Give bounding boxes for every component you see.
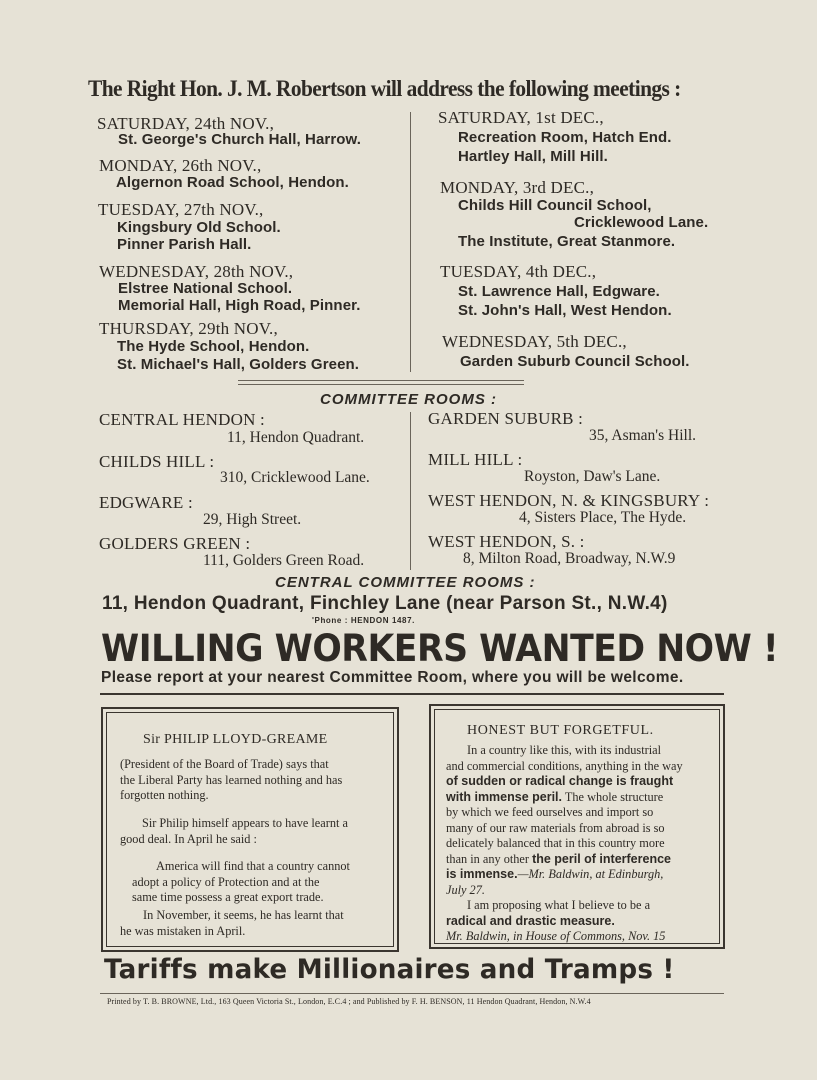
- meeting-venue: St. Lawrence Hall, Edgware.: [458, 283, 660, 300]
- phone-number: 'Phone : HENDON 1487.: [312, 616, 415, 625]
- committee-address: Royston, Daw's Lane.: [524, 468, 661, 485]
- meeting-venue: The Hyde School, Hendon.: [117, 338, 310, 355]
- divider-rule: [100, 693, 724, 695]
- box-line: the Liberal Party has learned nothing and has: [120, 772, 343, 787]
- meeting-venue: The Institute, Great Stanmore.: [458, 233, 676, 250]
- committee-address: 8, Milton Road, Broadway, N.W.9: [463, 550, 676, 567]
- box-line: delicately balanced that in this country more: [446, 836, 665, 850]
- box-attribution: July 27.: [446, 882, 485, 897]
- committee-area: GOLDERS GREEN :: [99, 534, 251, 553]
- box-line-emphasis: of sudden or radical change is fraught: [446, 774, 674, 788]
- meeting-day: TUESDAY, 27th NOV.,: [98, 200, 264, 219]
- box-line: In November, it seems, he has learnt that: [143, 908, 344, 922]
- box-line: Sir Philip himself appears to have learnt a: [142, 816, 348, 830]
- committee-area: WEST HENDON, S. :: [428, 532, 585, 551]
- meeting-venue: Kingsbury Old School.: [117, 219, 281, 236]
- meeting-day: THURSDAY, 29th NOV.,: [99, 319, 278, 338]
- meeting-day: WEDNESDAY, 28th NOV.,: [99, 262, 294, 281]
- box-attribution: —Mr. Baldwin, at Edinburgh,: [517, 867, 664, 881]
- box-line-emphasis: is immense.: [446, 867, 518, 881]
- box-paragraph: [446, 743, 683, 898]
- box-line: I am proposing what I believe to be a: [467, 898, 651, 912]
- meeting-venue: Garden Suburb Council School.: [460, 353, 690, 370]
- appeal-headline: WILLING WORKERS WANTED NOW !: [101, 627, 779, 670]
- meeting-venue: St. Michael's Hall, Golders Green.: [117, 356, 360, 373]
- meeting-venue: Elstree National School.: [118, 280, 293, 297]
- box-line: forgotten nothing.: [120, 788, 209, 802]
- box-title: Sir PHILIP LLOYD-GREAME: [143, 732, 328, 747]
- box-line: by which we feed ourselves and import so: [446, 805, 654, 819]
- box-line: adopt a policy of Protection and at the: [132, 874, 320, 889]
- meeting-day: SATURDAY, 1st DEC.,: [438, 108, 604, 127]
- divider-rule: [238, 380, 524, 381]
- box-paragraph: [120, 908, 344, 939]
- committee-address: 111, Golders Green Road.: [203, 552, 365, 569]
- committee-area: EDGWARE :: [99, 493, 193, 512]
- committee-area: MILL HILL :: [428, 450, 523, 469]
- headline: The Right Hon. J. M. Robertson will address the following meetings :: [88, 76, 681, 101]
- box-quote: [132, 859, 350, 906]
- meeting-venue: Recreation Room, Hatch End.: [458, 129, 672, 146]
- committee-area: GARDEN SUBURB :: [428, 409, 584, 428]
- box-line: and commercial conditions, anything in the way: [446, 758, 683, 773]
- box-line: same time possess a great export trade.: [132, 890, 324, 904]
- box-paragraph: [446, 898, 665, 945]
- box-line: good deal. In April he said :: [120, 831, 257, 846]
- column-divider: [410, 112, 411, 372]
- divider-rule: [100, 993, 724, 994]
- box-line: (President of the Board of Trade) says that: [120, 757, 329, 771]
- box-line: he was mistaken in April.: [120, 923, 246, 938]
- meeting-venue: St. George's Church Hall, Harrow.: [118, 131, 362, 148]
- box-line: In a country like this, with its industrial: [467, 743, 661, 757]
- central-committee-address: 11, Hendon Quadrant, Finchley Lane (near Parson St., N.W.4): [102, 593, 668, 614]
- central-committee-title: CENTRAL COMMITTEE ROOMS :: [275, 574, 536, 591]
- box-title: HONEST BUT FORGETFUL.: [467, 723, 654, 738]
- box-line: The whole structure: [564, 789, 664, 804]
- box-line: than in any other: [446, 851, 529, 866]
- meeting-day: WEDNESDAY, 5th DEC.,: [442, 332, 627, 351]
- quote-box-baldwin: [429, 704, 725, 949]
- committee-address: 35, Asman's Hill.: [589, 427, 696, 444]
- committee-address: 310, Cricklewood Lane.: [220, 469, 370, 486]
- committee-address: 11, Hendon Quadrant.: [227, 429, 365, 446]
- committee-address: 29, High Street.: [203, 511, 302, 528]
- printer-imprint: Printed by T. B. BROWNE, Ltd., 163 Queen Victoria St., London, E.C.4 ; and Published by F. H. BENSON, 11 Hendon Quadrant, Hendon, N.W.4: [107, 997, 591, 1006]
- meeting-venue: St. John's Hall, West Hendon.: [458, 302, 672, 319]
- meeting-venue: Hartley Hall, Mill Hill.: [458, 148, 608, 165]
- meeting-day: SATURDAY, 24th NOV.,: [97, 114, 275, 133]
- box-line-emphasis: radical and drastic measure.: [446, 913, 615, 928]
- meeting-venue: Cricklewood Lane.: [574, 214, 709, 231]
- box-attribution: Mr. Baldwin, in House of Commons, Nov. 15: [446, 929, 666, 943]
- box-line: many of our raw materials from abroad is so: [446, 820, 665, 835]
- committee-area: CENTRAL HENDON :: [99, 410, 265, 429]
- box-paragraph: [120, 816, 348, 847]
- committee-area: WEST HENDON, N. & KINGSBURY :: [428, 491, 710, 510]
- meeting-venue: Memorial Hall, High Road, Pinner.: [118, 297, 361, 314]
- divider-rule: [238, 384, 524, 385]
- box-line-emphasis: the peril of interference: [532, 851, 671, 866]
- column-divider: [410, 412, 411, 570]
- meeting-day: MONDAY, 3rd DEC.,: [440, 178, 595, 197]
- meeting-venue: Algernon Road School, Hendon.: [116, 174, 349, 191]
- quote-box-lloyd-greame: [101, 707, 399, 952]
- box-line-emphasis: with immense peril.: [446, 789, 563, 804]
- meeting-day: MONDAY, 26th NOV.,: [99, 156, 262, 175]
- committee-address: 4, Sisters Place, The Hyde.: [519, 509, 687, 526]
- committee-rooms-title: COMMITTEE ROOMS :: [320, 391, 497, 408]
- slogan: Tariffs make Millionaires and Tramps !: [104, 954, 675, 985]
- box-line: America will find that a country cannot: [156, 859, 350, 873]
- box-paragraph: [120, 757, 342, 804]
- meeting-venue: Childs Hill Council School,: [458, 197, 652, 214]
- appeal-subline: Please report at your nearest Committee Room, where you will be welcome.: [101, 669, 684, 686]
- committee-area: CHILDS HILL :: [99, 452, 215, 471]
- meeting-venue: Pinner Parish Hall.: [117, 236, 252, 253]
- meeting-day: TUESDAY, 4th DEC.,: [440, 262, 597, 281]
